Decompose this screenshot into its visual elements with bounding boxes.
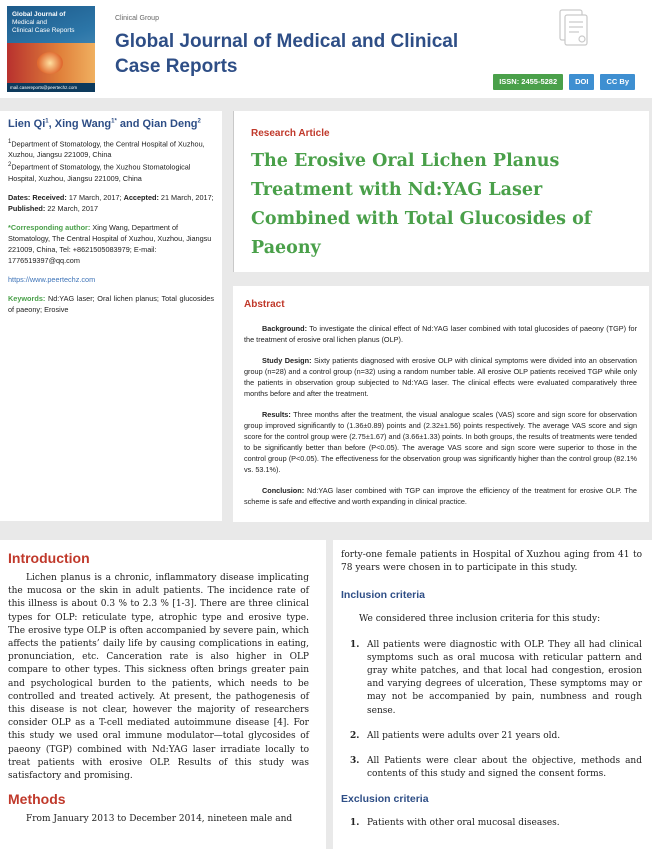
document-icon bbox=[558, 8, 588, 48]
body-left-column bbox=[0, 540, 326, 849]
issn-badge: ISSN: 2455-5282 bbox=[493, 74, 563, 90]
inclusion-criteria-list bbox=[341, 639, 642, 782]
abstract-background: Background: To investigate the clinical effect of Nd:YAG laser combined with total glucosides of paeony (TGP) for the treatment of erosive oral lichen planus (OLP). bbox=[244, 324, 637, 344]
methods-continued-text: forty-one female patients in Hospital of Xuzhou aging from 41 to 78 years were chosen in to participate in this study. bbox=[341, 550, 642, 574]
abstract-heading: Abstract bbox=[244, 299, 285, 310]
exclusion-criteria-heading: Exclusion criteria bbox=[341, 793, 429, 806]
abstract-conclusion: Conclusion: Nd:YAG laser combined with TGP can improve the efficiency of the treatment for erosive OLP. The scheme is safe and effective and worth expanding in clinical practice. bbox=[244, 486, 637, 506]
badge-row bbox=[493, 74, 635, 90]
list-item: 1. All patients were diagnostic with OLP. They all had clinical symptoms such as oral mucosa with reticular pattern and gray white patches, and that local had congestion, erosion and varying degrees of ulceration, These symptoms may or may not be accompanied by pain, numbness and rough sense. bbox=[350, 639, 642, 716]
keywords: Keywords: Nd:YAG laser; Oral lichen planus; Total glucosides of paeony; Erosive bbox=[8, 293, 214, 314]
cover-logo-icon bbox=[37, 52, 63, 74]
inclusion-criteria-heading: Inclusion criteria bbox=[341, 589, 426, 602]
abstract-results: Results: Three months after the treatment, the visual analogue scales (VAS) score and sign score for observation group improved significantly to (1.36±0.89) points and (2.32±1.56) points respectively. The average VAS score and sign score for the control group were (2.75±1.67) and (3.66±1.33) points. In both groups, the results of treatments were tended to be significantly better than before (P<0.05). The average VAS score and sign score were superior to those in the control group (P<0.05). The effectiveness for the observation group was significantly higher than the control group (82.1% vs. 53.1%). bbox=[244, 410, 637, 474]
list-item: 2. All patients were adults over 21 years old. bbox=[350, 730, 561, 741]
introduction-heading: Introduction bbox=[8, 550, 90, 566]
article-title: The Erosive Oral Lichen Planus Treatment with Nd:YAG Laser Combined with Total Glucosides of Paeony bbox=[251, 151, 592, 258]
journal-cover-image bbox=[7, 6, 95, 92]
publisher-website-link[interactable]: https://www.peertechz.com bbox=[8, 274, 96, 284]
cover-url: mail.casereports@peertechz.com bbox=[7, 83, 95, 92]
cover-title: Global Journal of Medical and Clinical Case Reports bbox=[12, 11, 75, 34]
affiliations: $^1$Department of Stomatology, the Central Hospital of Xuzhou, Xuzhou, Jiangsu 221009, China $^2$Department of Stomatology, the Xuzhou Stomatological Hospital, Xuzhou, Jiangsu 221009, China bbox=[8, 139, 205, 183]
corresponding-author: *Corresponding author: Xing Wang, Department of Stomatology, The Central Hospital of Xuzhou, Xuzhou, Jiangsu 221009, China, Tel: +8621505083979; E-mail: 1776519397@qq.com bbox=[8, 222, 212, 265]
introduction-text: Lichen planus is a chronic, inflammatory disease implicating the mucosa or the skin in adult patients. The incidence rate of this illness is about 0.3 % to 2.3 % [1-3]. There are three clinical types for OLP: reticulate type, atrophic type and erosive type. The erosive type OLP is often accompanied by severe pain, which affects the patients’ daily life by causing complications in eating, pronunciation, etc. Canceration rate is also higher in OLP compare to other types. This sickness often brings greater pain and psychological burden to the patients, which needs to be controlled and treated actively. At present, the pathogenesis of this disease is not clear, however the majority of researchers consider OLP as a T-cell mediated autoimmune disease [4]. For this study we used oral immune modulator—total glycosides of paeony (TGP) combined with Nd:YAG laser irradiate locally to treat patients with erosive OLP. Results of this study was satisfactory and promising. bbox=[8, 573, 309, 782]
article-title-box bbox=[233, 111, 649, 272]
methods-heading: Methods bbox=[8, 791, 66, 808]
exclusion-criteria-list bbox=[341, 817, 642, 830]
author-list: Lien Qi$^1$, Xing Wang$^{1*}$ and Qian Deng$^2$ bbox=[8, 118, 201, 130]
list-item: 1. Patients with other oral mucosal diseases. bbox=[350, 818, 560, 829]
cc-license-badge[interactable]: CC By bbox=[600, 74, 635, 90]
list-item: 3. All Patients were clear about the objective, methods and contents of this study and signed the consent forms. bbox=[350, 756, 642, 780]
doi-badge[interactable]: DOI bbox=[569, 74, 594, 90]
abstract-study-design: Study Design: Sixty patients diagnosed with erosive OLP with clinical symptoms were divided into an observation group (n=28) and a control group (n=32) using a random number table. All erosive OLP patients received TGP while only the patients in observation group subjected to Nd:YAG laser. The clinical effects were evaluated comparatively three months before and after the treatment. bbox=[244, 356, 637, 398]
article-type: Research Article bbox=[251, 128, 330, 139]
journal-header bbox=[0, 0, 652, 98]
inclusion-intro: We considered three inclusion criteria for this study: bbox=[359, 614, 601, 625]
article-dates: Dates: Received: 17 March, 2017; Accepted: 21 March, 2017; Published: 22 March, 2017 bbox=[8, 192, 214, 213]
article-info-panel bbox=[0, 111, 222, 521]
body-right-column bbox=[333, 540, 652, 849]
journal-title: Global Journal of Medical and Clinical Case Reports bbox=[115, 31, 459, 77]
journal-category: Clinical Group bbox=[115, 15, 159, 22]
abstract-panel bbox=[233, 286, 649, 522]
methods-text: From January 2013 to December 2014, nineteen male and bbox=[26, 814, 293, 825]
